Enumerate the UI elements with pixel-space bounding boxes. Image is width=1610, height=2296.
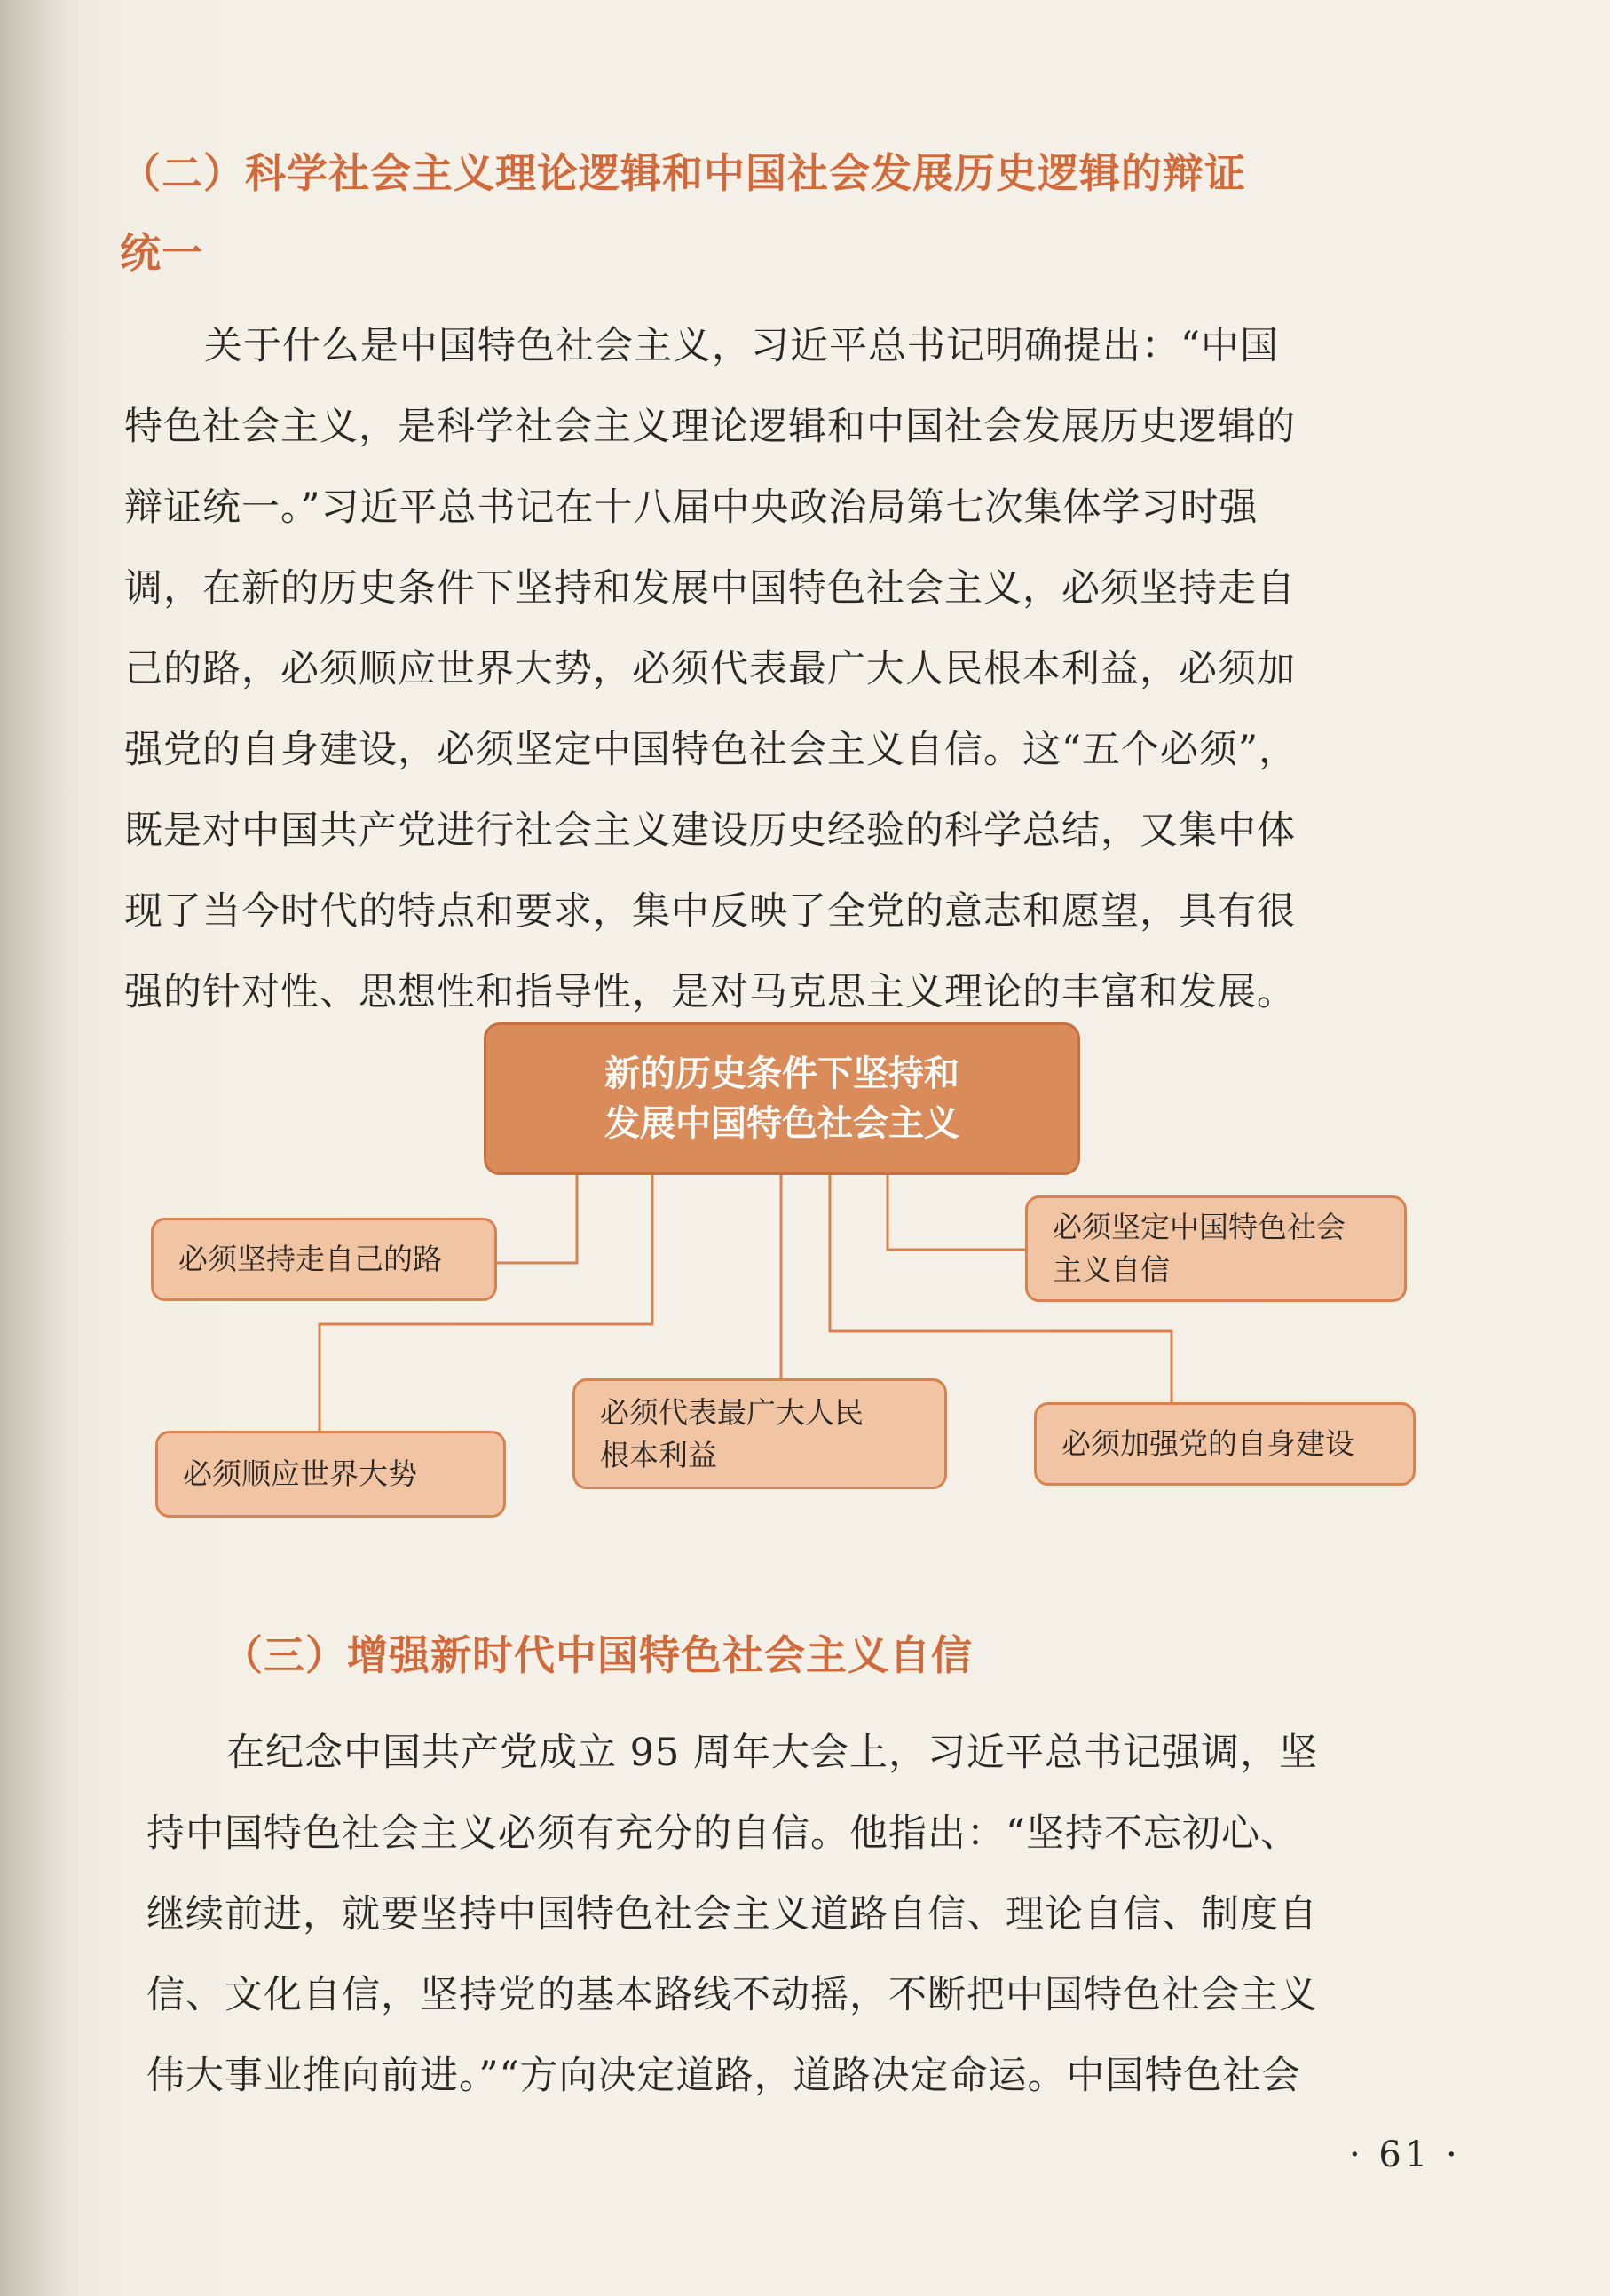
node-label: 必须加强党的自身建设 [1061,1426,1354,1461]
paragraph-line: 伟大事业推向前进。”“方向决定道路，道路决定命运。中国特色社会 [146,2054,1301,2098]
diagram-node-people-interests [572,1378,947,1489]
section-2-heading [120,133,1416,293]
root-node-line-2: 发展中国特色社会主义 [604,1103,959,1144]
node-label: 必须坚持走自己的路 [178,1242,442,1276]
paragraph-line: 持中国特色社会主义必须有充分的自信。他指出：“坚持不忘初心、 [146,1811,1299,1856]
section-2-heading-line-1: （二）科学社会主义理论逻辑和中国社会发展历史逻辑的辩证 [120,149,1246,197]
paragraph-line: 关于什么是中国特色社会主义，习近平总书记明确提出：“中国 [204,324,1279,368]
five-musts-diagram [142,1012,1438,1553]
node-label: 必须顺应世界大势 [183,1456,417,1491]
paragraph-line: 己的路，必须顺应世界大势，必须代表最广大人民根本利益，必须加 [124,647,1296,691]
paragraph-line: 现了当今时代的特点和要求，集中反映了全党的意志和愿望，具有很 [124,889,1296,934]
diagram-node-party-building [1034,1402,1416,1486]
paragraph-line: 特色社会主义，是科学社会主义理论逻辑和中国社会发展历史逻辑的 [124,405,1296,449]
page-gutter-shadow [0,0,80,2296]
node-label-line-1: 必须代表最广大人民 [600,1394,864,1430]
paragraph-line: 强的针对性、思想性和指导性，是对马克思主义理论的丰富和发展。 [124,970,1296,1014]
root-node-line-1: 新的历史条件下坚持和 [604,1053,959,1094]
paragraph-line: 调，在新的历史条件下坚持和发展中国特色社会主义，必须坚持走自 [124,566,1296,611]
section-2-heading-line-2: 统一 [120,229,203,277]
paragraph-line: 在纪念中国共产党成立 95 周年大会上，习近平总书记强调，坚 [226,1731,1319,1775]
paragraph-line: 继续前进，就要坚持中国特色社会主义道路自信、理论自信、制度自 [146,1892,1318,1937]
diagram-root-node [484,1022,1080,1175]
node-label-line-2: 主义自信 [1053,1252,1170,1287]
diagram-node-confidence [1025,1195,1407,1302]
section-3-heading: （三）增强新时代中国特色社会主义自信 [222,1631,973,1679]
paragraph-line: 辩证统一。”习近平总书记在十八届中央政治局第七次集体学习时强 [124,485,1259,530]
node-label-line-2: 根本利益 [600,1437,717,1472]
paragraph-line: 强党的自身建设，必须坚定中国特色社会主义自信。这“五个必须”， [124,728,1298,772]
paragraph-line: 既是对中国共产党进行社会主义建设历史经验的科学总结，又集中体 [124,809,1296,853]
node-label-line-1: 必须坚定中国特色社会 [1053,1210,1346,1244]
diagram-node-world-trend [155,1431,506,1518]
connector-node-2 [888,1175,1025,1250]
diagram-node-own-path [151,1218,497,1301]
page-number: · 61 · [1349,2134,1461,2175]
section-2-paragraph [124,306,1420,1033]
connector-node-1 [497,1175,577,1263]
section-3-paragraph [146,1713,1438,2117]
paragraph-line: 信、文化自信，坚持党的基本路线不动摇，不断把中国特色社会主义 [146,1973,1318,2017]
